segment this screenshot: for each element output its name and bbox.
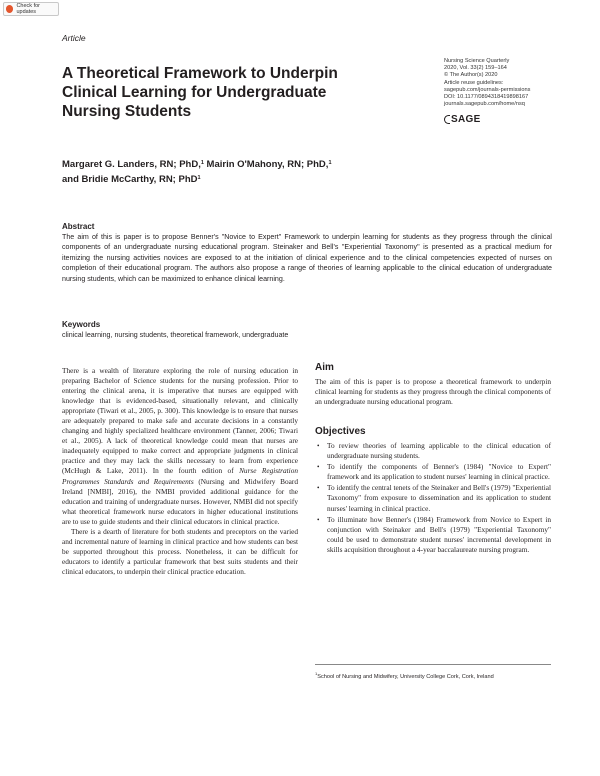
aim-heading: Aim	[315, 362, 334, 373]
article-type-label: Article	[62, 33, 86, 43]
objective-text: To illuminate how Benner's (1984) Framework from Novice to Expert in conjunction with Steinaker and Bell's (1979) "Experiential Taxonomy" could be used to demonstrate student nurses' incremental development in skills acquisition throughout a 4-year baccalaureate nursing program.	[327, 514, 551, 554]
list-item	[315, 441, 551, 461]
objectives-heading: Objectives	[315, 426, 366, 438]
publication-title: Nurse Registration Programmes Standards and Requirements	[62, 466, 299, 486]
body-right-column	[315, 363, 551, 556]
check-for-updates-badge[interactable]	[3, 2, 59, 16]
affiliation-marker: 1	[328, 160, 332, 166]
list-item	[315, 515, 551, 555]
objectives-list	[315, 441, 551, 555]
copyright: © The Author(s) 2020	[444, 72, 498, 79]
body-paragraph: There is a dearth of literature for both students and preceptors on the varied and incremental nature of learning in clinical practice and how students can best be supported throughout this process. Nonetheless, it can be difficult for educators to identify a particular framework that best suits students and their clinical educators, to underpin their clinical practice education.	[62, 526, 298, 576]
abstract-text: The aim of this is paper is to propose Benner's "Novice to Expert" Framework to underpin learning for students as they progress through the clinical components of an undergraduate nursing educational program. Steinaker and Bell's "Experiential Taxonomy" is presented as a practical medium for itemizing the nursing activities novices are exposed to at the initiation of clinical experience and to the clinical competencies expected of nurses on completion of their educational program. The authors also propose a range of theories of learning applicable to the clinical education of undergraduate nursing students, which can be maximized to enhance clinical learning.	[62, 233, 552, 283]
author-landers: Margaret G. Landers, RN; PhD,	[62, 159, 201, 170]
author-list	[62, 157, 422, 187]
publisher-name: SAGE	[451, 114, 481, 125]
keywords-section	[62, 320, 552, 340]
objective-text: To identify the components of Benner's (1984) "Novice to Expert" framework and its application to student nurses' learning in clinical practice.	[327, 462, 551, 482]
objective-text: To identify the central tenets of the Steinaker and Bell's (1979) "Experiential Taxonomy" from exposure to dissemination and its application to student nurses' learning in clinical practice.	[327, 483, 551, 513]
abstract-section	[62, 222, 552, 284]
body-paragraph	[62, 366, 298, 527]
check-updates-label: Check for updates	[16, 3, 40, 15]
sage-logo	[444, 114, 481, 125]
objective-text: To review theories of learning applicable to the clinical education of undergraduate nursing students.	[327, 441, 551, 461]
affiliation-marker: 1	[200, 160, 204, 166]
author-omahony: Mairin O'Mahony, RN; PhD,	[203, 159, 329, 170]
journal-meta	[444, 58, 584, 108]
body-text: There is a wealth of literature exploring the role of nursing education in preparing Bachelor of Science students for the nursing profession. Prior to entering the clinical arena, it is imperative that nurses are equipped with knowledge that is evidenced-based, situationally relevant, and clinically appropriate (Tiwari et al., 2005, p. 300). This knowledge is to ensure that nurses are adequately prepared to make safe and accurate decisions in a constantly changing and highly specialized healthcare environment (Tanner, 2006; Tiwari et al., 2005). A lack of theoretical knowledge could mean that nurses are inadequately equipped to make correct and appropriate judgments in clinical practice and they may lack the skills necessary to learn from experience (McHugh & Lake, 2011). In the fourth edition of	[62, 366, 298, 476]
footnote-divider	[315, 664, 551, 665]
affiliation-footnote	[315, 671, 494, 680]
doi-link[interactable]: DOI: 10.1177/0894318419898167	[444, 94, 529, 101]
list-item	[315, 462, 551, 482]
journal-volume: 2020, Vol. 33(2) 159–164	[444, 65, 507, 72]
list-item	[315, 483, 551, 513]
author-mccarthy: and Bridie McCarthy, RN; PhD	[62, 174, 198, 185]
permissions-link[interactable]: sagepub.com/journals-permissions	[444, 86, 531, 93]
affiliation-marker: 1	[197, 175, 201, 181]
bullet-icon: •	[317, 484, 320, 493]
sage-logo-mark-icon	[444, 115, 450, 124]
footnote-text: School of Nursing and Midwifery, University College Cork, Cork, Ireland	[317, 673, 494, 680]
check-updates-icon	[6, 5, 13, 13]
bullet-icon: •	[317, 442, 320, 451]
body-left-column	[62, 366, 298, 577]
journal-home-link[interactable]: journals.sagepub.com/home/nsq	[444, 101, 525, 108]
body-text: (Nursing and Midwifery Board Ireland [NMBI], 2016), the NMBI provided additional guidance for the education and training of undergraduate nurses. However, NMBI did not specify what theoretical framework nurse educators in higher educational institutions are to use to guide students and their clinical educators in clinical practice.	[62, 476, 298, 526]
keywords-text: clinical learning, nursing students, theoretical framework, undergraduate	[62, 331, 289, 339]
footnote-marker: 1	[315, 671, 318, 676]
keywords-heading: Keywords	[62, 320, 101, 329]
bullet-icon: •	[317, 463, 320, 472]
aim-text: The aim of this is paper is to propose a theoretical framework to underpin clinical learning for students as they progress through the clinical components of an undergraduate nursing educational program.	[315, 377, 551, 407]
journal-name: Nursing Science Quarterly	[444, 58, 510, 64]
abstract-heading: Abstract	[62, 222, 95, 231]
article-title: A Theoretical Framework to Underpin Clinical Learning for Undergraduate Nursing Students	[62, 65, 338, 120]
bullet-icon: •	[317, 515, 320, 524]
reuse-label: Article reuse guidelines:	[444, 79, 504, 86]
